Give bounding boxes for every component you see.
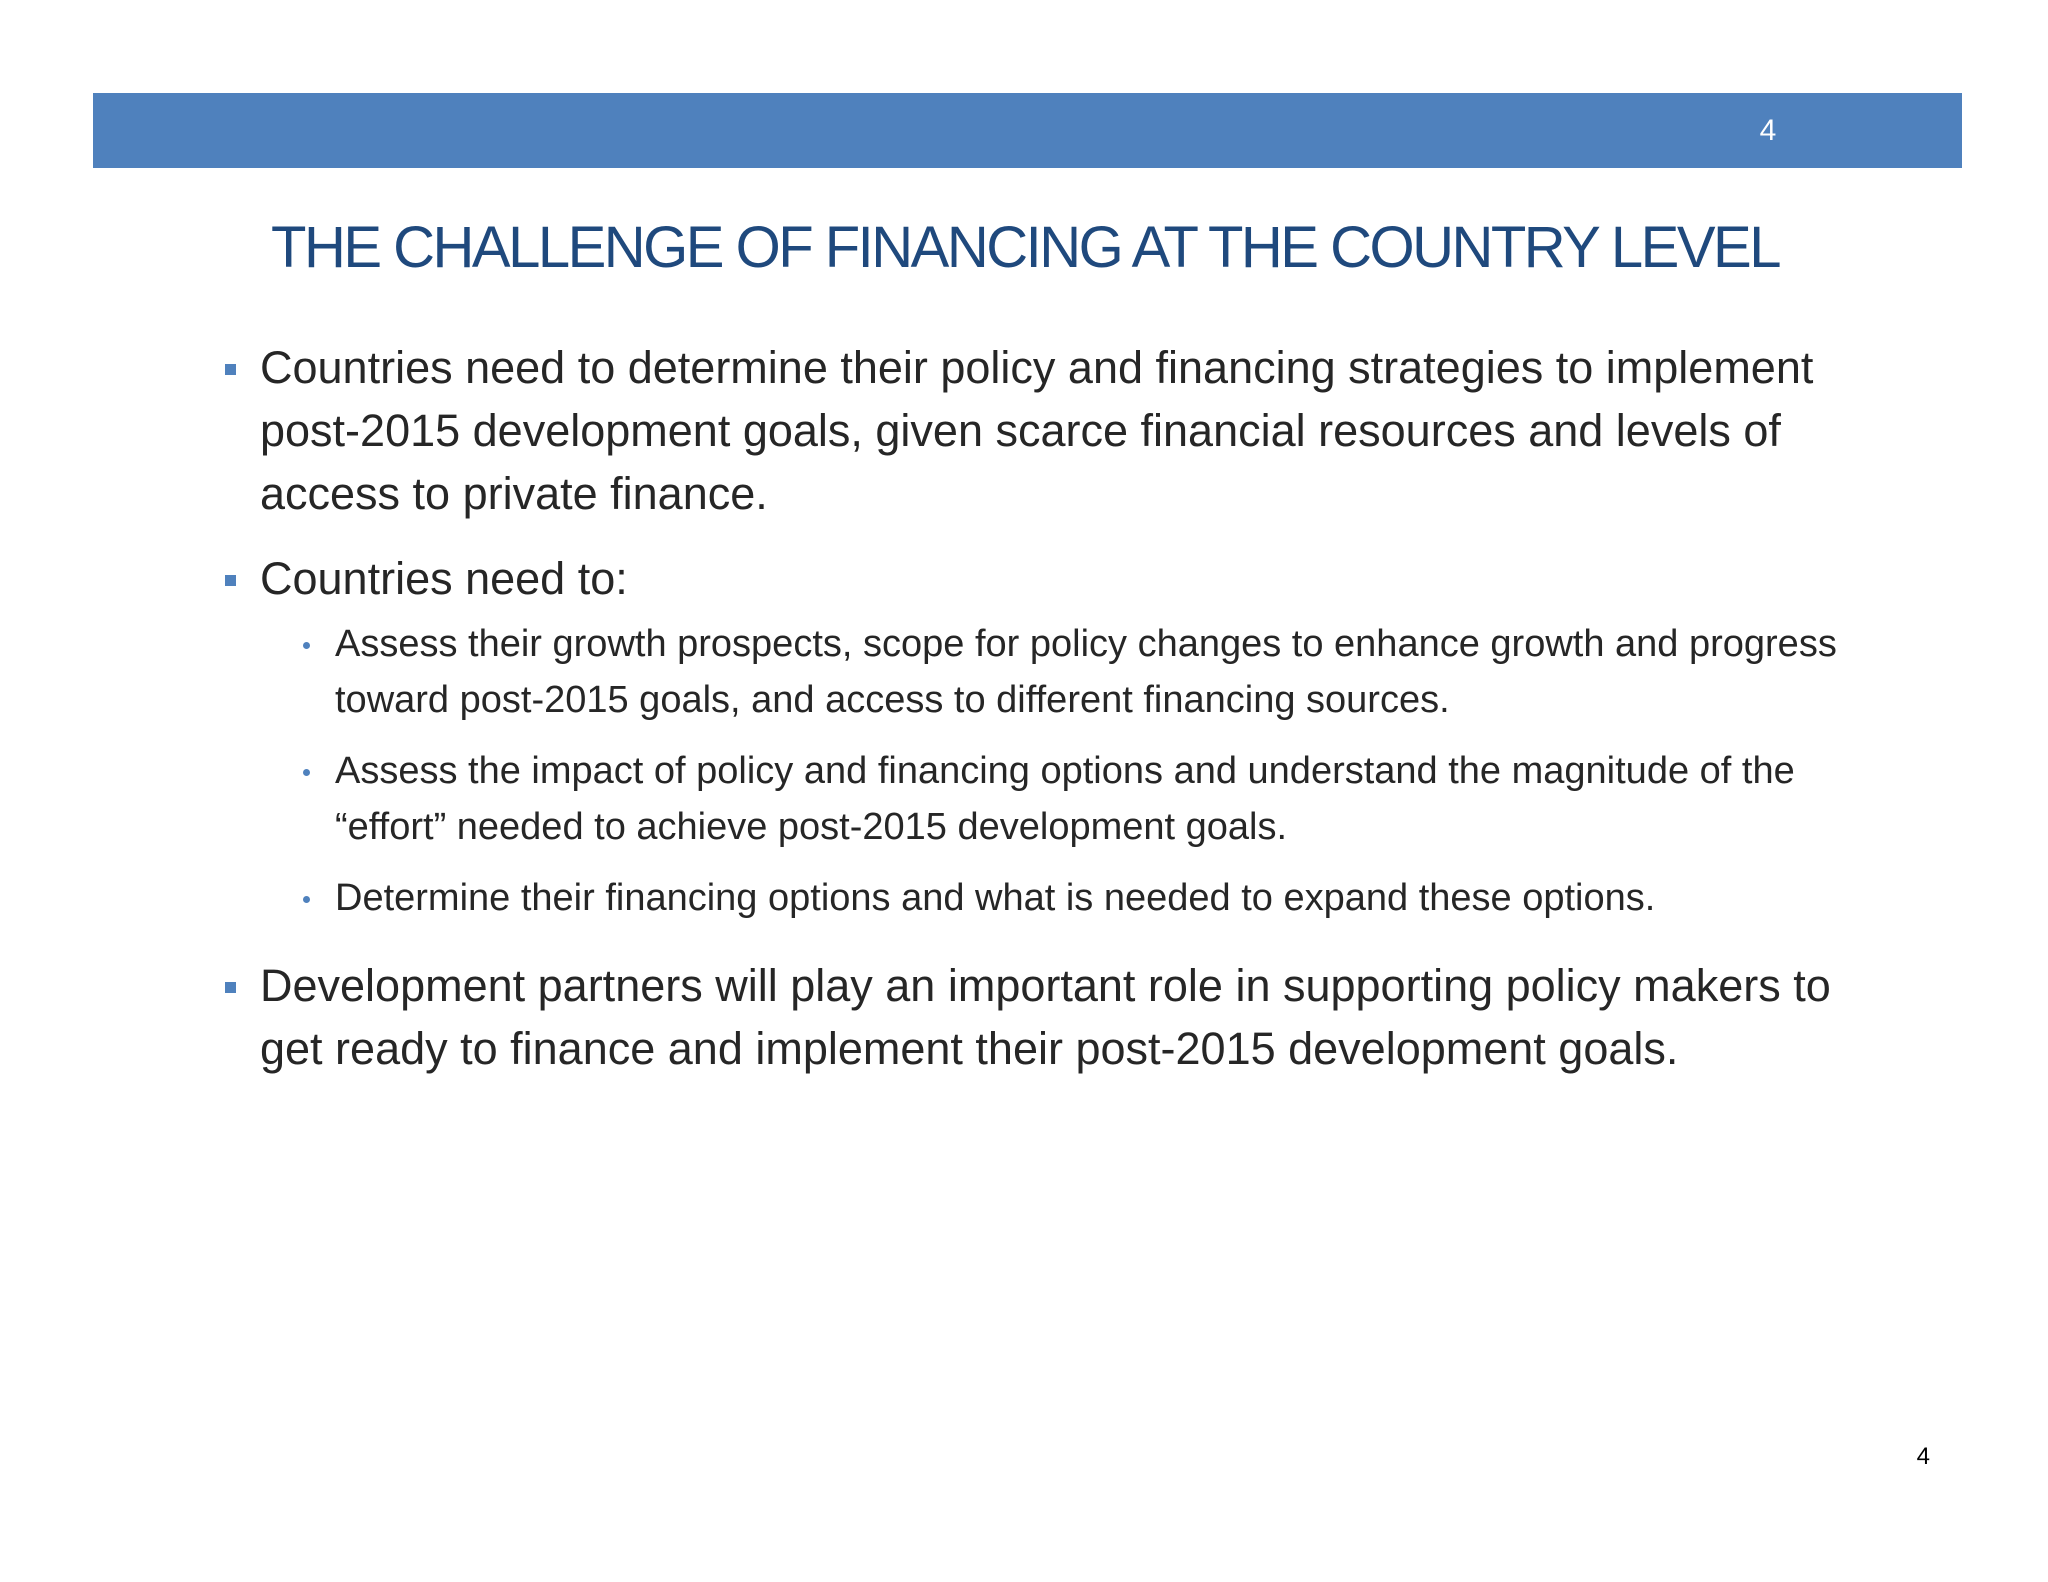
- page-number: 4: [1916, 1443, 1930, 1470]
- dot-bullet-icon: [303, 896, 310, 903]
- sub-bullet-item: [315, 870, 1880, 926]
- sub-bullet-item: [315, 616, 1880, 728]
- sub-bullet-text: Assess their growth prospects, scope for policy changes to enhance growth and progress toward post-2015 goals, and access to different financing sources.: [335, 623, 1837, 721]
- sub-bullet-text: Assess the impact of policy and financing options and understand the magnitude of the “effort” needed to achieve post-2015 development goals.: [335, 750, 1795, 848]
- square-bullet-icon: [225, 982, 236, 993]
- header-bar: [93, 93, 1962, 168]
- bullet-item: [220, 547, 1880, 610]
- sub-bullet-list: [220, 616, 1880, 926]
- bullet-list: [220, 336, 1880, 1080]
- square-bullet-icon: [225, 575, 236, 586]
- sub-bullet-item: [315, 743, 1880, 855]
- bullet-item: [220, 954, 1880, 1080]
- sub-bullet-text: Determine their financing options and what is needed to expand these options.: [335, 877, 1656, 919]
- dot-bullet-icon: [303, 769, 310, 776]
- bullet-text: Countries need to determine their policy and financing strategies to implement post-2015 development goals, given scarce financial resources and levels of access to private finance.: [260, 342, 1814, 519]
- slide-title: THE CHALLENGE OF FINANCING AT THE COUNTRY LEVEL: [271, 215, 1779, 280]
- bullet-text: Development partners will play an important role in supporting policy makers to get ready to finance and implement their post-2015 development goals.: [260, 960, 1831, 1074]
- header-slide-number: 4: [1759, 114, 1777, 147]
- bullet-text: Countries need to:: [260, 553, 628, 604]
- square-bullet-icon: [225, 364, 236, 375]
- bullet-item: [220, 336, 1880, 525]
- dot-bullet-icon: [303, 642, 310, 649]
